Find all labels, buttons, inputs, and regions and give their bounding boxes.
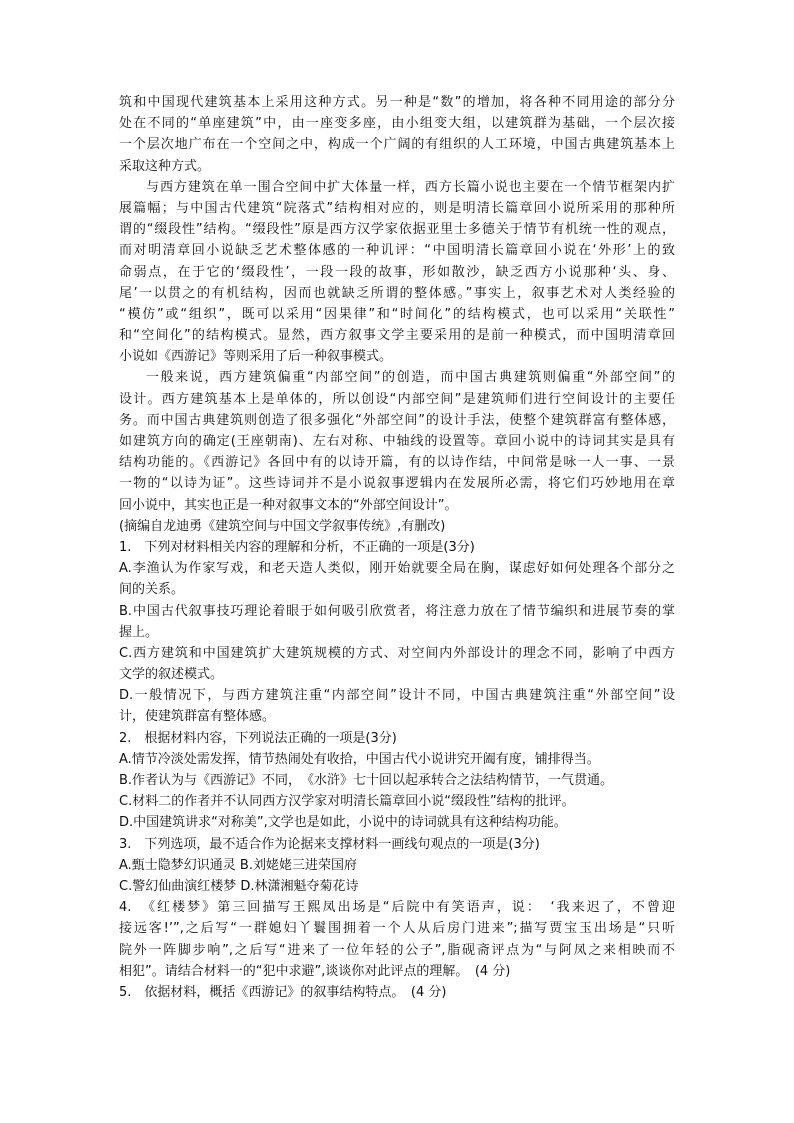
question-stem: 3. 下列选项，最不适合作为论据来支撑材料一画线句观点的一项是(3分)	[119, 836, 540, 852]
text-line: 一般来说，西方建筑偏重“内部空间”的创造，而中国古典建筑则偏重“外部空间”的	[146, 370, 675, 386]
option-b: B.中国古代叙事技巧理论着眼于如何吸引欣赏者，将注意力放在了情节编织和进展节奏的掌	[119, 603, 675, 619]
option-c: C.西方建筑和中国建筑扩大建筑规模的方式、对空间内外部设计的理念不同，影响了中西方	[119, 645, 675, 661]
text-line: “模仿”或“组织”，既可以采用“因果律”和“时间化”的结构模式，也可以采用“关联性”	[119, 306, 675, 322]
text-line: 回小说中，其实也正是一种对叙事文本的“外部空间设计”。	[119, 497, 458, 513]
question-line: 院外一阵脚步响”,之后写“进来了一位年轻的公子”,脂砚斋评点为“与阿凤之来相映而不	[119, 942, 675, 958]
question-3	[119, 834, 675, 898]
question-line: 相犯”。请结合材料一的“犯中求避”,谈谈你对此评点的理解。 (4 分)	[119, 963, 511, 979]
text-line: 和“空间化”的结构模式。显然，西方叙事文学主要采用的是前一种模式，而中国明清章回	[119, 328, 675, 344]
text-line: 采取这种方式。	[119, 158, 211, 174]
passage-paragraph-2	[119, 177, 675, 368]
text-line: 处在不同的“单座建筑”中，由一座变多座，由小组变大组，以建筑群为基础，一个层次接	[119, 116, 675, 132]
text-line: 与西方建筑在单一围合空间中扩大体量一样，西方长篇小说也主要在一个情节框架内扩	[146, 179, 675, 195]
text-line: 筑和中国现代建筑基本上采用这种方式。另一种是“数”的增加，将各种不同用途的部分分	[119, 95, 675, 110]
text-line: 命弱点，在于它的‘缀段性’，一段一段的故事，形如散沙，缺乏西方小说那种‘头、身、	[119, 264, 675, 280]
question-2	[119, 728, 675, 834]
options-a-b: A.甄士隐梦幻识通灵 B.刘姥姥三进荣国府	[119, 857, 357, 873]
question-line: 接远客!’”,之后写“一群媳妇丫鬟围拥着一个人从后房门进来”;描写贾宝玉出场是“只听	[119, 921, 675, 937]
text-line: 如建筑方向的确定(王座朝南)、左右对称、中轴线的设置等。章回小说中的诗词其实是具有	[119, 434, 675, 449]
text-line: 结构功能的。《西游记》各回中有的以诗开篇，有的以诗作结，中间常是咏一人一事、一景	[119, 455, 675, 471]
text-line: 尾’一以贯之的有机结构，因而也就缺乏所谓的整体感。”事实上，叙事艺术对人类经验的	[119, 285, 675, 301]
text-line: 小说如《西游记》等则采用了后一种叙事模式。	[119, 349, 393, 365]
question-line: 4. 《红楼梦》第三回描写王熙凤出场是“后院中有笑语声，说： ‘我来迟了，不曾迎	[119, 900, 675, 916]
option-b-cont: 握上。	[119, 624, 159, 640]
question-5	[119, 982, 675, 1003]
option-c-cont: 文学的叙述模式。	[119, 667, 224, 683]
text-line: 谓的“缀段性”结构。“缀段性”原是西方汉学家依据亚里士多德关于情节有机统一性的观点，	[119, 222, 675, 238]
source-citation: (摘编自龙迪勇《建筑空间与中国文学叙事传统》,有删改)	[119, 518, 446, 534]
text-line: 展篇幅；与中国古代建筑“院落式”结构相对应的，则是明清长篇章回小说所采用的那种所	[119, 200, 675, 216]
option-a: A.李渔认为作家写戏，和老天造人类似，刚开始就要全局在胸，谋虑好如何处理各个部分之	[119, 561, 675, 577]
text-line: 设计。西方建筑基本上是单体的，所以创设“内部空间”是建筑师们进行空间设计的主要任	[119, 391, 675, 407]
option-b: B.作者认为与《西游记》不同， 《水浒》七十回以起承转合之法结构情节，一气贯通。	[119, 773, 614, 788]
option-d: D.中国建筑讲求“对称美”,文学也是如此，小说中的诗词就具有这种结构功能。	[119, 815, 567, 831]
question-1	[119, 537, 675, 728]
text-line: 务。而中国古典建筑则创造了很多强化“外部空间”的设计手法，使整个建筑群富有整体感，	[119, 412, 675, 428]
question-stem: 2. 根据材料内容，下列说法正确的一项是(3分)	[119, 730, 397, 746]
passage-paragraph-3	[119, 367, 675, 515]
passage-paragraph-1	[119, 92, 675, 177]
text-line: 而对明清章回小说缺乏艺术整体感的一种讥评：“中国明清长篇章回小说在‘外形’上的致	[119, 243, 675, 259]
option-a-cont: 间的关系。	[119, 582, 185, 598]
document-page	[119, 92, 675, 1003]
options-c-d: C.警幻仙曲演红楼梦 D.林潇湘魁夺菊花诗	[119, 878, 359, 894]
option-c: C.材料二的作者并不认同西方汉学家对明清长篇章回小说“缀段性”结构的批评。	[119, 794, 575, 810]
option-a: A.情节冷淡处需发挥，情节热闹处有收拾，中国古代小说讲究开阖有度，铺排得当。	[119, 751, 600, 767]
text-line: 一物的“以诗为证”。这些诗词并不是小说叙事逻辑内在发展所必需，将它们巧妙地用在章	[119, 476, 675, 492]
question-4	[119, 897, 675, 982]
question-stem: 5. 依据材料，概括《西游记》的叙事结构特点。 (4 分)	[119, 984, 447, 1000]
option-d-cont: 计，使建筑群富有整体感。	[119, 709, 276, 725]
question-stem: 1. 下列对材料相关内容的理解和分析，不正确的一项是(3分)	[119, 539, 475, 555]
text-line: 一个层次地广布在一个空间之中，构成一个广阔的有组织的人工环境，中国古典建筑基本上	[119, 137, 675, 153]
option-d: D.一般情况下，与西方建筑注重“内部空间”设计不同，中国古典建筑注重“外部空间”设	[119, 688, 675, 704]
